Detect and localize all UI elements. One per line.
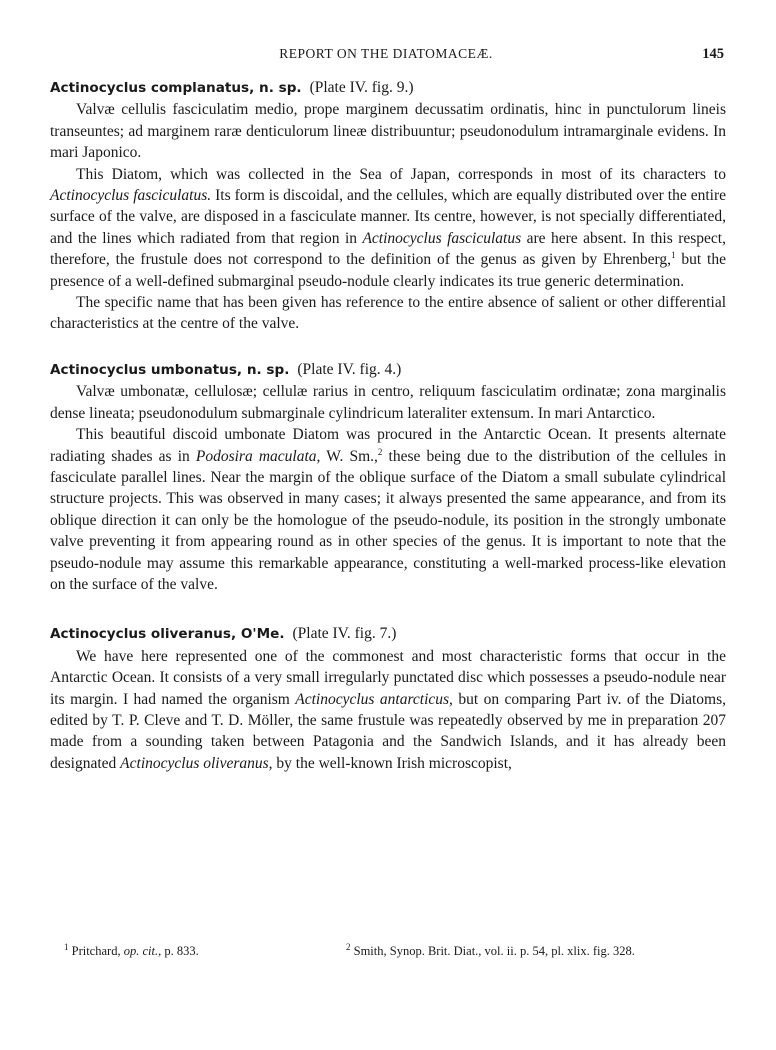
species-name: Actinocyclus umbonatus, n. sp.: [50, 361, 290, 378]
species-name: Actinocyclus oliveranus, O'Me.: [50, 626, 285, 643]
entry-heading-complanatus: [50, 77, 726, 99]
description-paragraph: The specific name that has been given has reference to the entire absence of salient or other differential characteristics at the centre of the valve.: [50, 294, 726, 333]
running-head: [48, 46, 724, 66]
taxon-name: Podosira maculata,: [195, 447, 321, 465]
taxon-name: Actinocyclus fasciculatus.: [50, 187, 212, 205]
species-name: Actinocyclus complanatus, n. sp.: [50, 80, 302, 96]
plate-reference: (Plate IV. fig. 9.): [309, 79, 414, 96]
description-paragraph: We have here represented one of the commonest and most characteristic forms that occur in the Antarctic Ocean. It consists of a very small irregularly punctated disc which possesses a pseudo-nodule near its margin. I had named the organism Actinocyclus antarcticus, but on comparing Part iv. of the Diatoms, edited by T. P. Cleve and T. D. Möller, the same frustule was repeatedly observed by me in preparation 207 made from a sounding taken between Patagonia and the Sandwich Islands, and it has already been designated Actinocyclus oliveranus, by the well-known Irish microscopist,: [50, 647, 727, 772]
footnote-1: $^1$ Pritchard, op. cit., p. 833.: [64, 941, 199, 958]
entry-heading-oliveranus: [50, 623, 726, 645]
description-paragraph: This Diatom, which was collected in the Sea of Japan, corresponds in most of its characters to Actinocyclus fasciculatus. Its form is discoidal, and the cellules, which are equally distributed over the entire surface of the valve, are disposed in a fasciculate manner. Its centre, however, is not specially differentiated, and the lines which radiated from that region in Actinocyclus fasciculatus are here absent. In this respect, therefore, the frustule does not correspond to the definition of the genus as given by Ehrenberg,$^1$ but the presence of a well-defined submarginal pseudo-nodule clearly indicates its true generic determination.: [50, 165, 726, 290]
latin-diagnosis: Valvæ umbonatæ, cellulosæ; cellulæ rarius in centro, reliquum fasciculatim ordinatæ; zona marginalis dense lineata; pseudonodulum submarginale cylindricum lateraliter extensum. In mari Antarctico.: [50, 383, 726, 422]
footnote-ref: 1: [671, 250, 676, 261]
description-paragraph: This beautiful discoid umbonate Diatom was procured in the Antarctic Ocean. It presents alternate radiating shades as in Podosira maculata, W. Sm.,$^2$ these being due to the distribution of the cellules in fasciculate parallel lines. Near the margin of the oblique surface of the Diatom a small subulate cylindrical structure projects. This was observed in many cases; it always presented the same appearance, and from its oblique direction it can only be the homologue of the pseudo-nodule, its position in the strongly umbonate valve preventing it from appearing round as in other species of the genus. It is important to note that the pseudo-nodule may assume this remarkable appearance, constituting a well-marked process-like elevation on the surface of the valve.: [50, 426, 726, 593]
entry-heading-umbonatus: [50, 359, 726, 381]
footnote-2: $^2$ Smith, Synop. Brit. Diat., vol. ii. p. 54, pl. xlix. fig. 328.: [346, 941, 635, 958]
page-number: 145: [702, 46, 724, 62]
page-body: [50, 77, 726, 774]
plate-reference: (Plate IV. fig. 7.): [292, 625, 397, 643]
footnote-ref: 2: [377, 446, 383, 457]
taxon-name: Actinocyclus antarcticus,: [295, 690, 453, 708]
taxon-name: Actinocyclus oliveranus,: [120, 754, 273, 772]
taxon-name: Actinocyclus fasciculatus: [362, 229, 522, 247]
latin-diagnosis: Valvæ cellulis fasciculatim medio, prope marginem decussatim ordinatis, hinc in punctulorum lineis transeuntes; ad marginem raræ denticulorum lineæ distribuuntur; pseudonodulum intramarginale evidens. In mari Japonico.: [50, 101, 726, 162]
running-title: REPORT ON THE DIATOMACEÆ.: [279, 46, 493, 61]
plate-reference: (Plate IV. fig. 4.): [297, 360, 402, 378]
